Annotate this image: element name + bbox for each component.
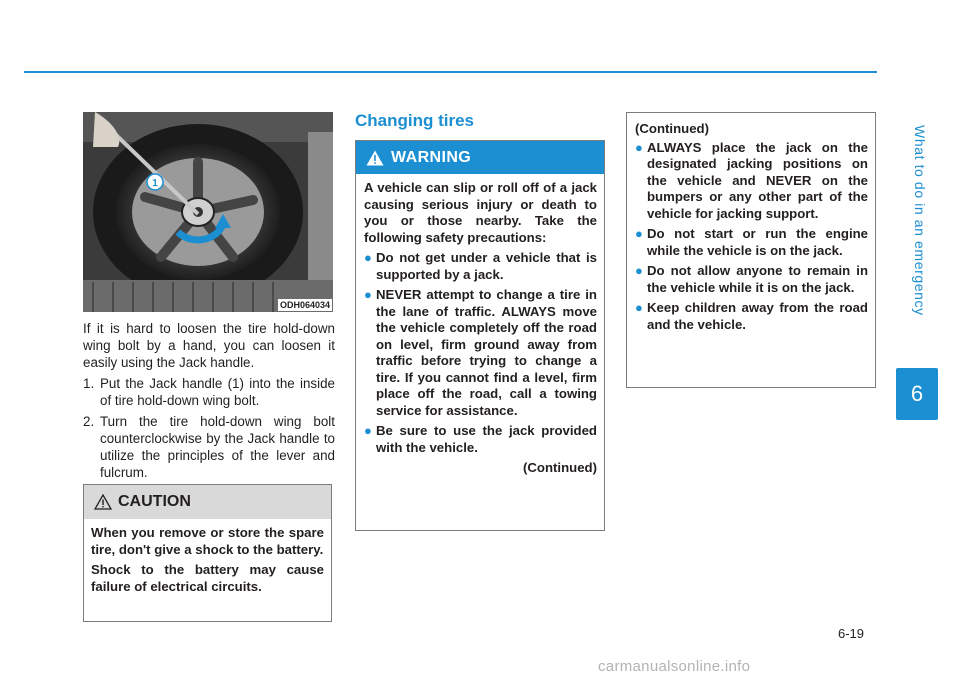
- warning-bullets: [364, 250, 597, 456]
- bullet-icon: ●: [635, 226, 643, 241]
- chapter-tab[interactable]: 6: [896, 368, 938, 420]
- bullet-text: ALWAYS place the jack on the designated jacking positions on the vehicle and NEVER on the bumpers or any other part of the vehicle for jacking support.: [647, 139, 868, 221]
- bullet-icon: ●: [635, 263, 643, 278]
- figure-code: ODH064034: [279, 300, 330, 310]
- caution-triangle-icon: [94, 494, 112, 510]
- section-title: Changing tires: [355, 111, 475, 130]
- continued-bullets: [635, 140, 868, 334]
- bullet-icon: ●: [364, 423, 372, 438]
- continued-bullet: [635, 300, 868, 333]
- caution-paragraph: When you remove or store the spare tire, don't give a shock to the battery.: [91, 525, 324, 557]
- warning-bullet: [364, 287, 597, 419]
- bullet-text: Keep children away from the road and the vehicle.: [647, 300, 868, 332]
- bullet-text: Be sure to use the jack provided with the vehicle.: [376, 423, 597, 455]
- page-number: 6-19: [838, 626, 865, 641]
- step-number: 1.: [83, 376, 95, 391]
- header-rule: [24, 71, 877, 73]
- warning-intro: A vehicle can slip or roll off of a jack causing serious injury or death to you or those nearby. Take the following safety precautions:: [364, 180, 597, 245]
- continued-bullet: [635, 140, 868, 223]
- warning-bullet: [364, 250, 597, 283]
- watermark: carmanualsonline.info: [598, 658, 751, 675]
- caution-title: CAUTION: [118, 493, 191, 510]
- continued-bullet: [635, 226, 868, 259]
- chapter-side-label: What to do in an emergency: [912, 125, 928, 316]
- warning-body: [356, 174, 604, 477]
- bullet-text: NEVER attempt to change a tire in the lane of traffic. ALWAYS move the vehicle completely off the road on level, firm ground away from traffic before trying to change a tire. If you cannot find a level, firm place off the road, call a towing service for assistance.: [376, 287, 597, 418]
- step-item: [83, 375, 335, 409]
- warning-bullet: [364, 423, 597, 456]
- bullet-text: Do not start or run the engine while the vehicle is on the jack.: [647, 226, 868, 258]
- step-text: Turn the tire hold-down wing bolt counterclockwise by the Jack handle to utilize the principles of the lever and fulcrum.: [100, 414, 335, 480]
- warning-title: WARNING: [391, 148, 472, 166]
- instructions: [83, 320, 335, 485]
- bullet-text: Do not allow anyone to remain in the vehicle while it is on the jack.: [647, 263, 868, 295]
- spare-tire-photo: [83, 112, 333, 312]
- bullet-icon: ●: [635, 300, 643, 315]
- step-list: [83, 375, 335, 481]
- step-text: Put the Jack handle (1) into the inside of tire hold-down wing bolt.: [100, 376, 335, 408]
- step-item: [83, 413, 335, 481]
- spare-tire-illustration: [83, 112, 333, 312]
- continued-bullet: [635, 263, 868, 296]
- callout-label: 1: [152, 178, 158, 189]
- warning-box: [355, 140, 605, 531]
- warning-header: [356, 141, 604, 174]
- continued-note: (Continued): [523, 460, 597, 475]
- bullet-icon: ●: [635, 139, 643, 155]
- continued-heading: (Continued): [635, 121, 709, 136]
- bullet-icon: ●: [364, 287, 372, 302]
- bullet-icon: ●: [364, 250, 372, 265]
- intro-paragraph: If it is hard to loosen the tire hold-down wing bolt by a hand, you can loosen it easily using the Jack handle.: [83, 321, 335, 370]
- bullet-text: Do not get under a vehicle that is supported by a jack.: [376, 250, 597, 282]
- caution-paragraph: Shock to the battery may cause failure of electrical circuits.: [91, 562, 324, 594]
- caution-header: [84, 485, 331, 519]
- continued-box: [626, 112, 876, 388]
- caution-box: [83, 484, 332, 622]
- warning-triangle-icon: [366, 150, 384, 166]
- step-number: 2.: [83, 414, 95, 429]
- caution-body: [84, 519, 331, 595]
